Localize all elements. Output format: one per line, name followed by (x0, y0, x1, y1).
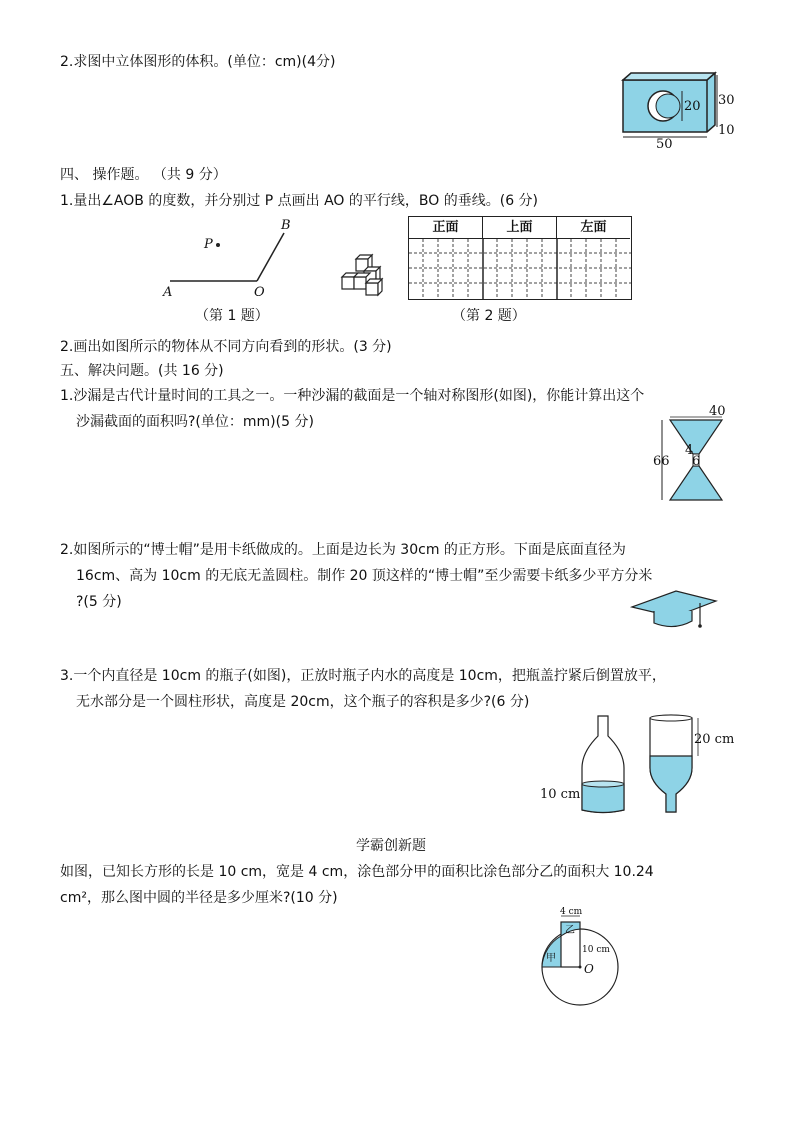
section5-q2-line1: 2.如图所示的“博士帽”是用卡纸做成的。上面是边长为 30cm 的正方形。下面是底面直径为 (60, 542, 626, 558)
label-jia: 甲 (546, 953, 556, 964)
dim-10: 10 (718, 123, 735, 138)
dim-30: 30 (718, 93, 735, 108)
label-o-circle: O (584, 962, 594, 976)
section5-q3-line2: 无水部分是一个圆柱形状，高度是 20cm，这个瓶子的容积是多少?(6 分) (76, 694, 530, 710)
section5-q1-line2: 沙漏截面的面积吗?(单位：mm)(5 分) (76, 414, 314, 430)
hourglass-right: 6 (692, 454, 701, 469)
header-front: 正面 (409, 217, 483, 239)
q2-volume-text: 2.求图中立体图形的体积。(单位：cm)(4分) (60, 54, 336, 70)
hourglass-mid: 4 (685, 443, 694, 458)
label-p: P (204, 237, 213, 252)
challenge-line2: cm²，那么图中圆的半径是多少厘米?(10 分) (60, 890, 338, 906)
section5-title: 五、解决问题。(共 16 分) (60, 363, 224, 379)
dashed-grid (409, 239, 631, 299)
header-left: 左面 (557, 217, 630, 239)
caption-q1: （第 1 题） (195, 308, 269, 324)
section4-q2-text: 2.画出如图所示的物体从不同方向看到的形状。(3 分) (60, 339, 392, 355)
label-10cm: 10 cm (582, 945, 610, 955)
label-4cm: 4 cm (560, 907, 583, 917)
section4-q1-text: 1.量出∠AOB 的度数，并分别过 P 点画出 AO 的平行线，BO 的垂线。(6 分) (60, 193, 539, 209)
views-grid-table (408, 216, 632, 300)
label-yi: 乙 (565, 925, 575, 936)
section5-q2-line3: ?(5 分) (76, 594, 122, 610)
bottle-upright-figure (578, 712, 638, 816)
cubes-figure (338, 255, 398, 303)
section5-q2-line2: 16cm、高为 10cm 的无底无盖圆柱。制作 20 顶这样的“博士帽”至少需要卡纸多少平方分米 (76, 568, 653, 584)
dim-20: 20 (684, 99, 701, 114)
challenge-title: 学霸创新题 (356, 838, 426, 854)
challenge-line1: 如图，已知长方形的长是 10 cm，宽是 4 cm，涂色部分甲的面积比涂色部分乙的面积大 10.24 (60, 864, 654, 880)
hourglass-height: 66 (653, 454, 670, 469)
section5-q3-line1: 3.一个内直径是 10cm 的瓶子(如图)，正放时瓶子内水的高度是 10cm，把瓶盖拧紧后倒置放平， (60, 668, 666, 684)
hourglass-top: 40 (709, 404, 726, 419)
label-a: A (163, 285, 173, 300)
section5-q1-line1: 1.沙漏是古代计量时间的工具之一。一种沙漏的截面是一个轴对称图形(如图)，你能计算出这个 (60, 388, 645, 404)
doctor-hat-figure (630, 585, 720, 635)
box-figure (615, 70, 765, 160)
angle-aob-figure (160, 215, 300, 305)
bottle-water-label: 10 cm (540, 787, 581, 802)
label-b: B (281, 218, 291, 233)
bottle-inverted-figure (646, 712, 706, 816)
section4-title: 四、 操作题。 （共 9 分） (60, 167, 227, 183)
bottle-air-label: 20 cm (694, 732, 735, 747)
header-top: 上面 (483, 217, 557, 239)
label-o: O (254, 285, 265, 300)
dim-50: 50 (656, 137, 673, 152)
caption-q2: （第 2 题） (452, 308, 526, 324)
